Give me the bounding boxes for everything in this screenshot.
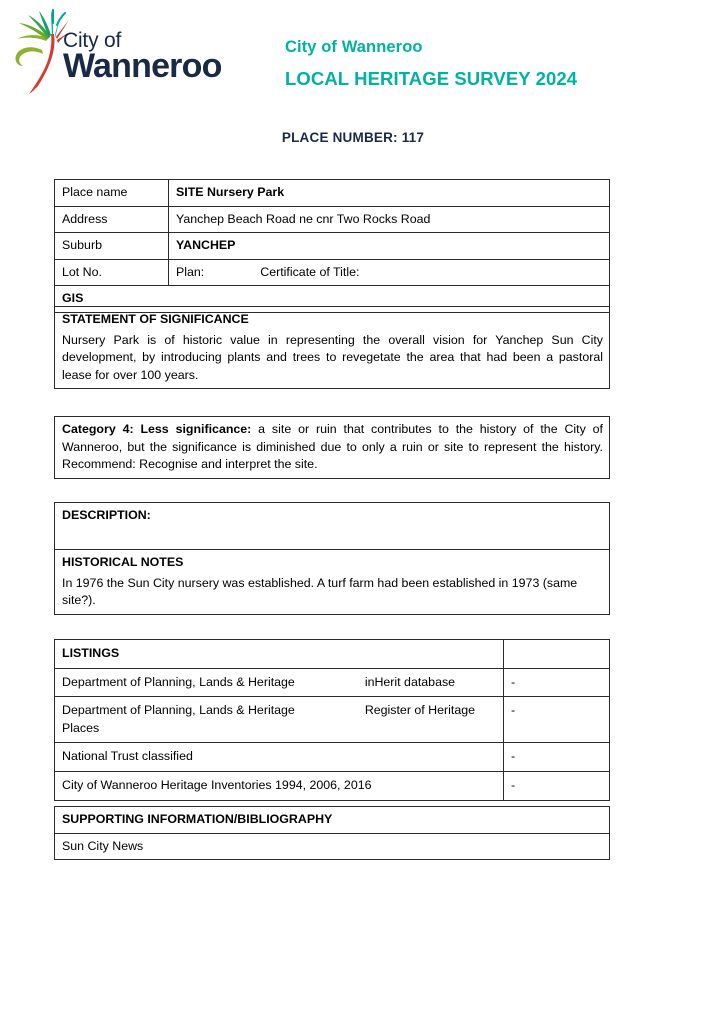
table-row [55, 640, 610, 669]
suburb-value: YANCHEP [169, 233, 610, 260]
place-name-value: SITE Nursery Park [169, 180, 610, 207]
listing-row-register [55, 697, 504, 743]
category-label: Category 4: Less significance: [62, 422, 252, 436]
category-cell [55, 417, 610, 479]
listings-table [54, 639, 610, 801]
table-row [55, 743, 610, 772]
header-titles [285, 38, 577, 89]
table-row [55, 307, 610, 389]
header-title-city: City of Wanneroo [285, 38, 423, 56]
historical-notes-heading: HISTORICAL NOTES [62, 555, 184, 569]
logo-line-city-of: City of [63, 29, 122, 52]
description-historical-table [54, 502, 610, 615]
supporting-body: Sun City News [55, 833, 610, 860]
table-row [55, 259, 610, 286]
table-row [55, 807, 610, 834]
address-label: Address [55, 206, 169, 233]
gis-cell: GIS [55, 286, 610, 313]
historical-notes-body: In 1976 the Sun City nursery was established. A turf farm had been established in 1973 (same site?). [62, 575, 578, 608]
statement-of-significance-body: Nursery Park is of historic value in representing the overall vision for Yanchep Sun City development, by introducing plants and trees to revegetate the area that had been a pastoral lease for over 100 years. [62, 332, 603, 382]
supporting-heading: SUPPORTING INFORMATION/BIBLIOGRAPHY [55, 807, 610, 834]
header-title-survey: LOCAL HERITAGE SURVEY 2024 [285, 68, 578, 90]
listing-detail: Register of Heritage [364, 703, 476, 718]
description-cell [55, 503, 610, 550]
table-row [55, 417, 610, 479]
table-row [55, 550, 610, 615]
table-row [55, 180, 610, 207]
listing-value: - [504, 668, 610, 697]
statement-of-significance-heading: STATEMENT OF SIGNIFICANCE [62, 312, 249, 326]
historical-notes-cell [55, 550, 610, 615]
table-row [55, 668, 610, 697]
statement-of-significance-table [54, 306, 610, 389]
statement-of-significance-cell [55, 307, 610, 389]
listing-value: - [504, 743, 610, 772]
wanneroo-tree-logo-icon [8, 8, 70, 94]
lot-no-label: Lot No. [55, 259, 169, 286]
plan-label: Plan: [176, 264, 205, 279]
table-row [55, 697, 610, 743]
listing-value: - [504, 697, 610, 743]
listing-value: - [504, 772, 610, 801]
listing-detail: inHerit database [364, 674, 456, 689]
table-row [55, 833, 610, 860]
table-row [55, 206, 610, 233]
lot-no-value [169, 259, 610, 286]
identification-table [54, 179, 610, 313]
listings-heading: LISTINGS [55, 640, 504, 669]
listing-name: Department of Planning, Lands & Heritage [62, 703, 295, 718]
table-row [55, 772, 610, 801]
suburb-label: Suburb [55, 233, 169, 260]
place-name-label: Place name [55, 180, 169, 207]
supporting-information-table [54, 806, 610, 860]
table-row [55, 503, 610, 550]
page-header [0, 0, 706, 112]
certificate-of-title-label: Certificate of Title: [260, 264, 360, 279]
listing-row-inventories: City of Wanneroo Heritage Inventories 1994, 2006, 2016 [55, 772, 504, 801]
category-table [54, 416, 610, 479]
listing-detail-continued: Places [62, 720, 100, 735]
listing-name: Department of Planning, Lands & Heritage [62, 674, 295, 689]
category-body: a site or ruin that contributes to the history of the City of Wanneroo, but the significance is diminished due to only a ruin or site to represent the history. Recommend: Recognise and interpret the site. [62, 422, 603, 472]
description-heading: DESCRIPTION: [62, 508, 151, 522]
logo-wordmark [63, 30, 222, 83]
city-of-wanneroo-logo [8, 8, 238, 100]
table-row [55, 233, 610, 260]
place-number: PLACE NUMBER: 117 [281, 130, 425, 145]
listings-heading-value [504, 640, 610, 669]
logo-line-wanneroo: Wanneroo [63, 47, 222, 85]
listing-row-inherit [55, 668, 504, 697]
listing-row-national-trust: National Trust classified [55, 743, 504, 772]
address-value: Yanchep Beach Road ne cnr Two Rocks Road [169, 206, 610, 233]
